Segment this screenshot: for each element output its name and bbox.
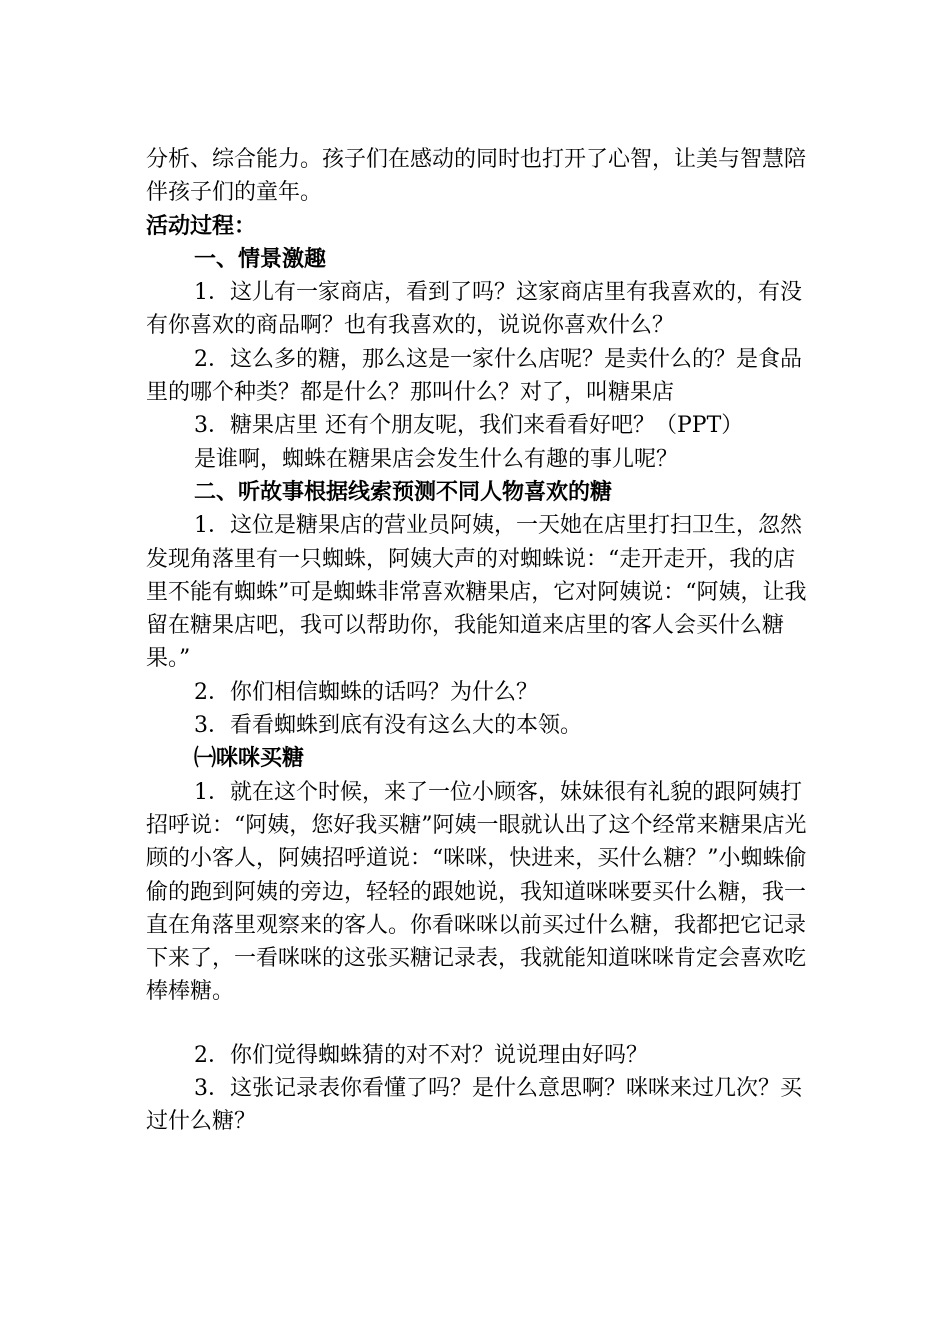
document-body — [146, 143, 816, 1139]
subsection-1-item-1: 1．就在这个时候，来了一位小顾客，妹妹很有礼貌的跟阿姨打招呼说：“阿姨，您好我买糖”阿姨一眼就认出了这个经常来糖果店光顾的小客人，阿姨招呼道说：“咪咪，快进来，买什么糖？”小蜘蛛偷偷的跑到阿姨的旁边，轻轻的跟她说，我知道咪咪要买什么糖，我一直在角落里观察来的客人。你看咪咪以前买过什么糖，我都把它记录下来了，一看咪咪的这张买糖记录表，我就能知道咪咪肯定会喜欢吃棒棒糖。 — [146, 779, 807, 1005]
section-1-item-3: 3．糖果店里 还有个朋友呢，我们来看看好吧？（PPT） — [194, 413, 744, 439]
section-1-item-1: 1．这儿有一家商店，看到了吗？这家商店里有我喜欢的，有没有你喜欢的商品啊？也有我喜欢的，说说你喜欢什么？ — [146, 280, 802, 339]
section-2-item-2: 2．你们相信蜘蛛的话吗？为什么？ — [194, 679, 538, 705]
intro-paragraph: 分析、综合能力。孩子们在感动的同时也打开了心智，让美与智慧陪伴孩子们的童年。 — [146, 147, 807, 206]
section-1-item-3-followup: 是谁啊，蜘蛛在糖果店会发生什么有趣的事儿呢？ — [194, 446, 679, 472]
subsection-1-heading: ㈠咪咪买糖 — [194, 746, 305, 772]
section-2-item-3: 3．看看蜘蛛到底有没有这么大的本领。 — [194, 713, 582, 739]
subsection-1-item-2: 2．你们觉得蜘蛛猜的对不对？说说理由好吗？ — [194, 1042, 648, 1068]
section-2-heading: 二、听故事根据线索预测不同人物喜欢的糖 — [194, 479, 613, 505]
paragraph-gap — [146, 1009, 816, 1039]
subsection-1-item-3: 3．这张记录表你看懂了吗？是什么意思啊？咪咪来过几次？买过什么糖？ — [146, 1076, 802, 1135]
activity-process-heading: 活动过程： — [146, 213, 257, 239]
section-2-item-1: 1．这位是糖果店的营业员阿姨，一天她在店里打扫卫生，忽然发现角落里有一只蜘蛛，阿姨大声的对蜘蛛说：“走开走开，我的店里不能有蜘蛛”可是蜘蛛非常喜欢糖果店，它对阿姨说：“阿姨，让我留在糖果店吧，我可以帮助你，我能知道来店里的客人会买什么糖果。” — [146, 513, 807, 672]
section-1-heading: 一、情景激趣 — [194, 246, 327, 272]
section-1-item-2: 2．这么多的糖，那么这是一家什么店呢？是卖什么的？是食品里的哪个种类？都是什么？那叫什么？对了，叫糖果店 — [146, 346, 802, 406]
